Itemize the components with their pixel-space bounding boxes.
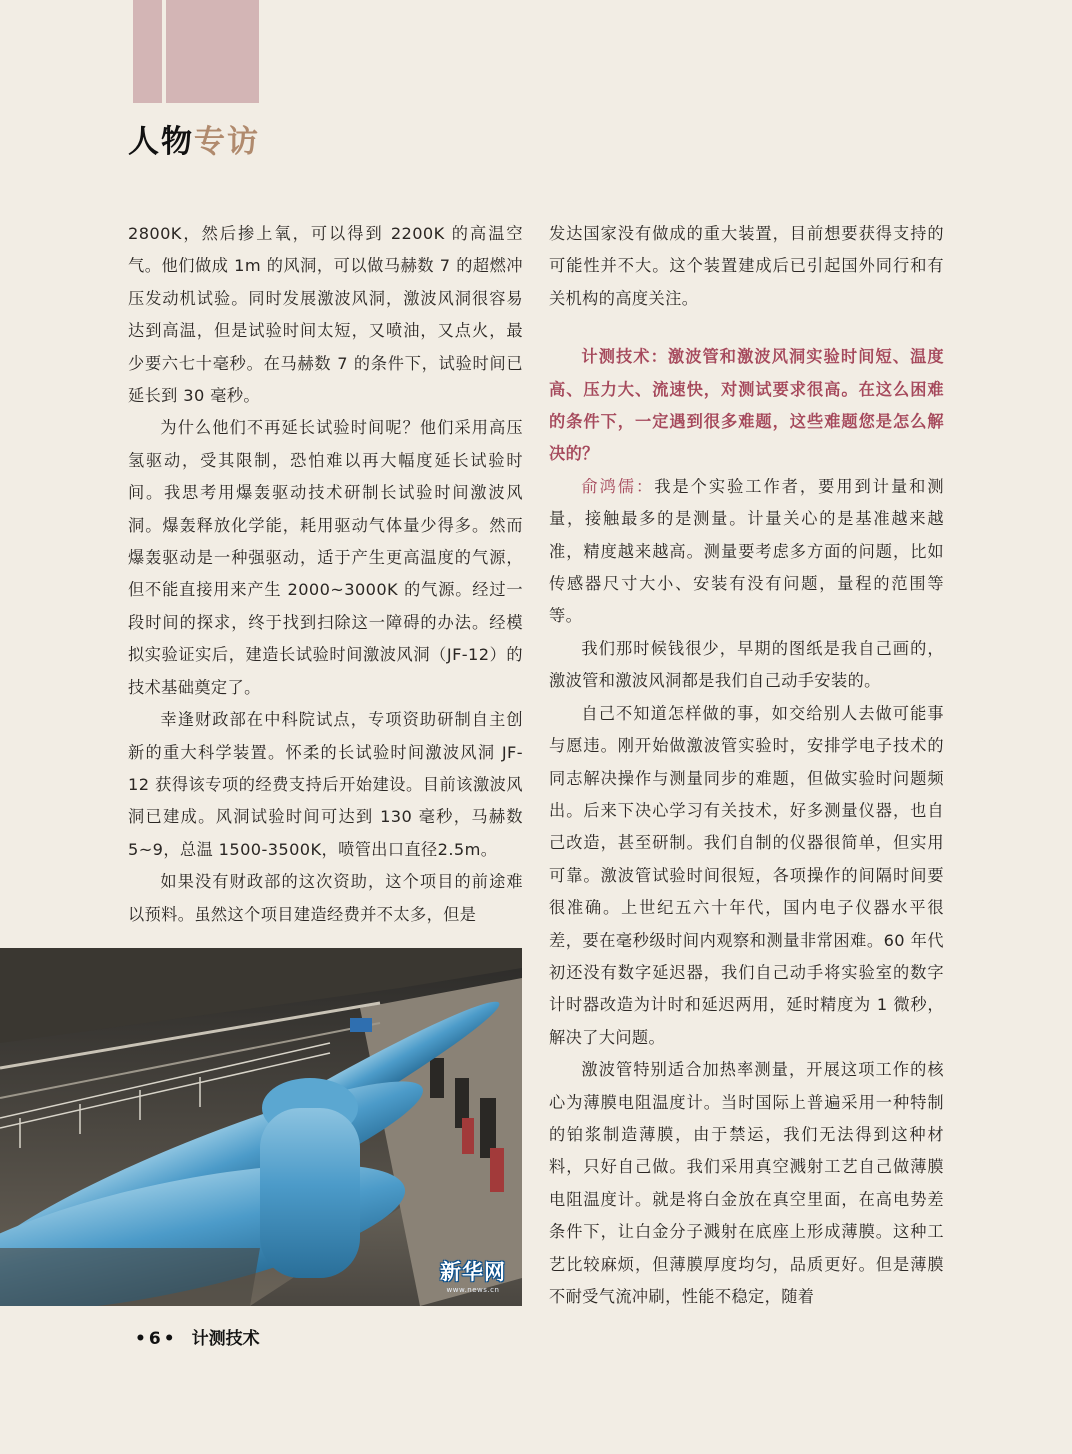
watermark-url: www.news.cn (446, 1286, 500, 1294)
paragraph: 2800K，然后掺上氧，可以得到 2200K 的高温空气。他们做成 1m 的风洞，可以做马赫数 7 的超燃冲压发动机试验。同时发展激波风洞，激波风洞很容易达到高温，但是试验时间太短，又喷油，又点火，最少要六七十毫秒。在马赫数 7 的条件下，试验时间已延长到 30 毫秒。 (128, 224, 523, 406)
footer-dot: • (135, 1329, 146, 1349)
section-title-part1: 人物 (128, 124, 194, 160)
page-number: 6 (148, 1329, 161, 1349)
page-footer (132, 1324, 260, 1349)
footer-dot: • (163, 1329, 175, 1349)
paragraph: 为什么他们不再延长试验时间呢？他们采用高压氢驱动，受其限制，恐怕难以再大幅度延长试验时间。我思考用爆轰驱动技术研制长试验时间激波风洞。爆轰释放化学能，耗用驱动气体量少得多。然而爆轰驱动是一种强驱动，适于产生更高温度的气源，但不能直接用来产生 2000~3000K 的气源。经过一段时间的探求，终于找到扫除这一障碍的办法。经模拟实验证实后，建造长试验时间激波风洞（JF-12）的技术基础奠定了。 (128, 418, 523, 697)
paragraph: 发达国家没有做成的重大装置，目前想要获得支持的可能性并不大。这个装置建成后已引起国外同行和有关机构的高度关注。 (549, 224, 944, 308)
interview-answer (549, 471, 944, 633)
spacer (549, 315, 944, 341)
speaker-name: 俞鸿儒： (581, 476, 655, 496)
paragraph: 幸逢财政部在中科院试点，专项资助研制自主创新的重大科学装置。怀柔的长试验时间激波风洞 JF-12 获得该专项的经费支持后开始建设。目前该激波风洞已建成。风洞试验时间可达到 130 毫秒，马赫数5~9，总温 1500-3500K，喷管出口直径2.5m。 (128, 710, 523, 859)
photo-illustration (0, 948, 522, 1306)
section-title-part2: 专访 (194, 124, 260, 160)
watermark-logo: 新华网 (440, 1260, 506, 1284)
paragraph: 激波管特别适合加热率测量，开展这项工作的核心为薄膜电阻温度计。当时国际上普遍采用一种特制的铂浆制造薄膜，由于禁运，我们无法得到这种材料，只好自己做。我们采用真空溅射工艺自己做薄膜电阻温度计。就是将白金放在真空里面，在高电势差条件下，让白金分子溅射在底座上形成薄膜。这种工艺比较麻烦，但薄膜厚度均匀，品质更好。但是薄膜不耐受气流冲刷，性能不稳定，随着 (549, 1060, 944, 1306)
wind-tunnel-photo (0, 948, 522, 1306)
section-tab-decoration (133, 0, 259, 103)
section-title (128, 116, 260, 161)
photo-watermark (440, 1256, 506, 1294)
paragraph: 如果没有财政部的这次资助，这个项目的前途难以预料。虽然这个项目建造经费并不太多，但是 (128, 872, 523, 924)
article-column-left (128, 218, 523, 931)
paragraph: 自己不知道怎样做的事，如交给别人去做可能事与愿违。刚开始做激波管实验时，安排学电子技术的同志解决操作与测量同步的难题，但做实验时问题频出。后来下决心学习有关技术，好多测量仪器，也自己改造，甚至研制。我们自制的仪器很简单，但实用可靠。激波管试验时间很短，各项操作的间隔时间要很准确。上世纪五六十年代，国内电子仪器水平很差，要在毫秒级时间内观察和测量非常困难。60 年代初还没有数字延迟器，我们自己动手将实验室的数字计时器改造为计时和延迟两用，延时精度为 1 微秒，解决了大问题。 (549, 703, 944, 1047)
paragraph: 我们那时候钱很少，早期的图纸是我自己画的，激波管和激波风洞都是我们自己动手安装的。 (549, 638, 944, 691)
answer-text: 我是个实验工作者，要用到计量和测量，接触最多的是测量。计量关心的是基准越来越准，精度越来越高。测量要考虑多方面的问题，比如传感器尺寸大小、安装有没有问题，量程的范围等等。 (549, 476, 944, 626)
tab-divider (162, 0, 166, 103)
interview-question: 计测技术：激波管和激波风洞实验时间短、温度高、压力大、流速快，对测试要求很高。在这么困难的条件下，一定遇到很多难题，这些难题您是怎么解决的？ (549, 347, 944, 464)
article-column-right (549, 218, 944, 1313)
journal-name: 计测技术 (191, 1329, 260, 1349)
